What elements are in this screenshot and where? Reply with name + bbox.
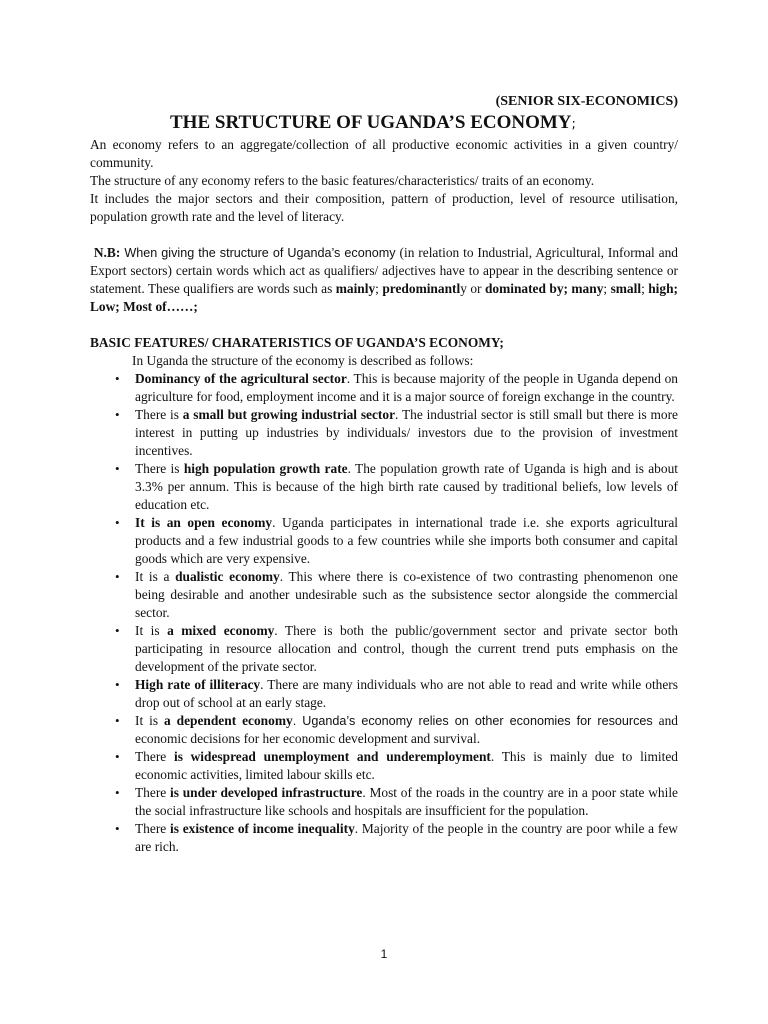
- bullet-icon: •: [115, 623, 120, 638]
- page-title-suffix: ;: [571, 117, 576, 132]
- feature-text: There is: [135, 461, 184, 476]
- qualifier-mainly: mainly: [335, 281, 376, 296]
- paragraph-spacer: [90, 226, 678, 244]
- intro-paragraph: It includes the major sectors and their composition, pattern of production, level of resource utilisation, population growth rate and the level of literacy.: [90, 191, 678, 224]
- feature-title: is existence of income inequality: [170, 821, 355, 836]
- bullet-icon: •: [115, 749, 120, 764]
- nb-text-calibri: When giving the structure of Uganda’s economy: [120, 246, 400, 260]
- qualifier-predominantly-tail: y or: [460, 281, 485, 296]
- bullet-icon: •: [115, 371, 120, 386]
- features-intro: In Uganda the structure of the economy is described as follows:: [132, 353, 474, 368]
- feature-text: and economic decisions for her economic development and survival.: [135, 713, 678, 746]
- bullet-icon: •: [115, 677, 120, 692]
- bullet-icon: •: [115, 407, 120, 422]
- feature-text: . The population growth rate of Uganda is high and is about 3.3% per annum. This is because of the high birth rate caused by traditional beliefs, low levels of education etc.: [135, 461, 678, 512]
- feature-text: It is: [135, 713, 164, 728]
- feature-title: High rate of illiteracy: [135, 677, 261, 692]
- feature-text: . There are many individuals who are not able to read and write while others drop out of school at an early stage.: [135, 677, 678, 710]
- feature-title: It is an open economy: [135, 515, 273, 530]
- list-item: [90, 676, 678, 712]
- feature-text: There: [135, 821, 171, 836]
- list-item: [90, 514, 678, 568]
- list-item: [90, 784, 678, 820]
- list-item: [90, 748, 678, 784]
- feature-text: There: [135, 785, 170, 800]
- bullet-icon: •: [115, 461, 120, 476]
- page-title: [170, 111, 576, 137]
- list-item: [90, 460, 678, 514]
- nb-paragraph: [90, 244, 678, 316]
- list-item: [90, 370, 678, 406]
- intro-paragraph: The structure of any economy refers to the basic features/characteristics/ traits of an economy.: [90, 173, 595, 188]
- feature-text: . Most of the roads in the country are in a poor state while the social infrastructure like schools and hospitals are insufficient for the population.: [135, 785, 678, 818]
- feature-title: a mixed economy: [167, 623, 275, 638]
- page-number: 1: [380, 947, 388, 961]
- bullet-icon: •: [115, 821, 120, 836]
- feature-text: There: [135, 749, 174, 764]
- feature-text: . This is mainly due to limited economic activities, limited labour skills etc.: [135, 749, 679, 782]
- feature-title: a dependent economy: [164, 713, 293, 728]
- bullet-icon: •: [115, 515, 120, 530]
- feature-text: There is: [135, 407, 183, 422]
- qualifier-dominated-many: dominated by; many: [484, 281, 604, 296]
- feature-text: . The industrial sector is still small but there is more interest in putting up industries by individuals/ investors due to the provision of investment incentives.: [135, 407, 678, 458]
- feature-text: It is a: [135, 569, 176, 584]
- list-item: [90, 622, 678, 676]
- bullet-icon: •: [115, 569, 120, 584]
- intro-paragraph: An economy refers to an aggregate/collection of all productive economic activities in a given country/ community.: [90, 137, 678, 170]
- list-item: [90, 820, 678, 856]
- feature-text: . This is because majority of the people in Uganda depend on agriculture for food, employment income and it is a major source of foreign exchange in the country.: [135, 371, 678, 404]
- nb-text: (in relation to Industrial, Agricultural, Informal and Export sectors) certain words which act as qualifiers/ adjectives have to appear in the describing sentence or statement. These qualifiers are words such as: [90, 245, 678, 296]
- list-item: [90, 568, 678, 622]
- feature-title: dualistic economy: [175, 569, 280, 584]
- qualifier-separator: ;: [375, 281, 383, 296]
- features-list: [90, 370, 678, 856]
- qualifier-predominantly: predominantl: [382, 281, 461, 296]
- bullet-icon: •: [115, 713, 120, 728]
- page-title-text: THE SRTUCTURE OF UGANDA’S ECONOMY: [170, 112, 572, 133]
- list-item: [90, 406, 678, 460]
- feature-text: . Majority of the people in the country are poor while a few are rich.: [135, 821, 678, 854]
- feature-text-calibri: . Uganda’s economy relies on other economies for resources: [292, 714, 653, 728]
- feature-title: is under developed infrastructure: [170, 785, 363, 800]
- feature-title: high population growth rate: [183, 461, 348, 476]
- feature-text: . This where there is co-existence of two contrasting phenomenon one being desirable and another undesirable such as the subsistence sector alongside the commercial sector.: [135, 569, 678, 620]
- subject-label: (SENIOR SIX-ECONOMICS): [495, 94, 678, 109]
- qualifier-small: small: [610, 281, 642, 296]
- list-item: [90, 712, 678, 748]
- feature-title: a small but growing industrial sector: [182, 407, 396, 422]
- document-body: [90, 136, 678, 856]
- feature-text: It is: [135, 623, 168, 638]
- bullet-icon: •: [115, 785, 120, 800]
- qualifier-separator: ;: [603, 281, 611, 296]
- features-heading: BASIC FEATURES/ CHARATERISTICS OF UGANDA’S ECONOMY;: [90, 335, 504, 350]
- paragraph-spacer: [90, 316, 678, 334]
- feature-text: . Uganda participates in international trade i.e. she exports agricultural products and a few industrial goods to a few countries while she imports both consumer and capital goods which are very expensive.: [135, 515, 679, 566]
- feature-title: Dominancy of the agricultural sector: [135, 371, 347, 386]
- qualifier-separator: ;: [641, 281, 649, 296]
- feature-text: . There is both the public/government sector and private sector both participating in resource allocation and control, though the current trend puts emphasis on the development of the private sector.: [135, 623, 678, 674]
- qualifier-high-low-most: high; Low; Most of……;: [90, 281, 679, 314]
- feature-title: is widespread unemployment and underemployment: [173, 749, 491, 764]
- nb-label: N.B:: [93, 245, 121, 260]
